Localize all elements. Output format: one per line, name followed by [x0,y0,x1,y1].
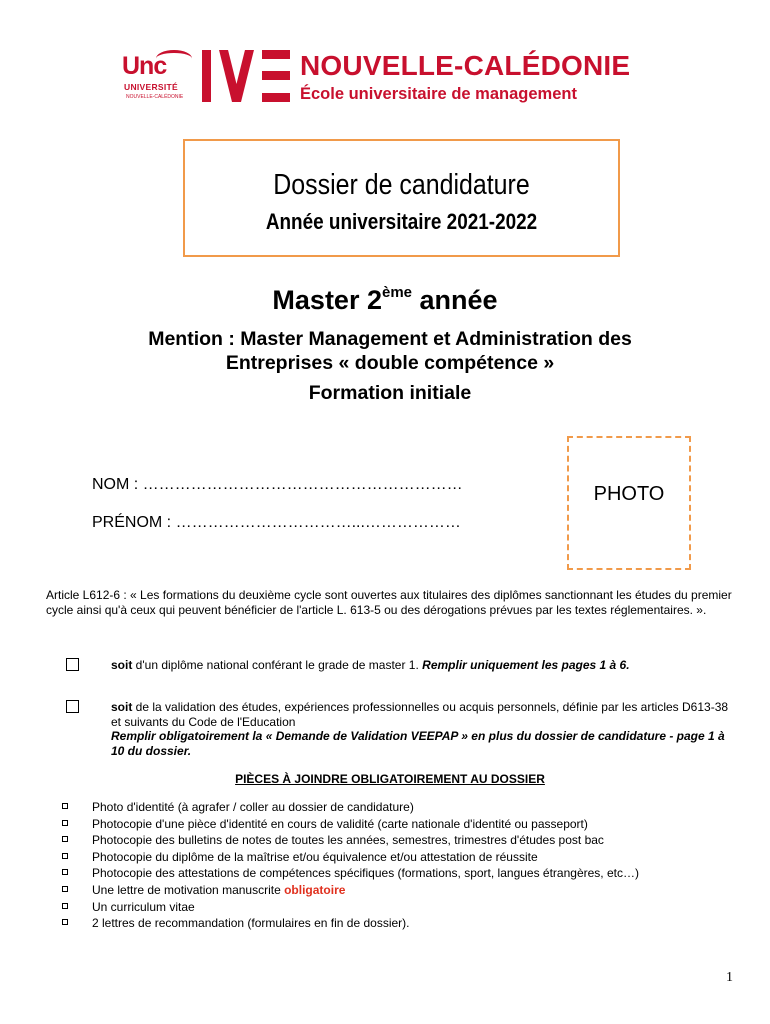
academic-year: Année universitaire 2021-2022 [265,209,538,234]
unc-universite: UNIVERSITÉ [124,82,179,92]
list-item: Photocopie des attestations de compétences spécifiques (formations, sport, langues étrangères, etc…) [62,866,639,883]
logo-subtitle: École universitaire de management [300,85,577,103]
checkbox-bullet-icon [62,836,68,842]
unc-logo [122,50,194,106]
option2-checkbox[interactable] [66,700,79,713]
iae-logo-icon [202,50,290,102]
obligatoire-highlight: obligatoire [284,882,346,897]
option1-checkbox[interactable] [66,658,79,671]
list-item: Photocopie du diplôme de la maîtrise et/ou équivalence et/ou attestation de réussite [62,850,639,867]
nom-field[interactable]: NOM : …………………………………………………… [92,476,463,493]
list-item: Un curriculum vitae [62,900,639,917]
photo-box [567,436,691,570]
pieces-title: PIÈCES À JOINDRE OBLIGATOIREMENT AU DOSSIER [235,772,545,786]
checkbox-bullet-icon [62,853,68,859]
photo-label: PHOTO [593,483,665,505]
list-item: Une lettre de motivation manuscrite obligatoire [62,883,639,900]
list-item: 2 lettres de recommandation (formulaires en fin de dossier). [62,916,639,933]
article-text: Article L612-6 : « Les formations du deuxième cycle sont ouvertes aux titulaires des diplômes sanctionnant les études du premier cycle ainsi qu'à ceux qui peuvent bénéficier de l'article L. 613-5 ou des dérogations prévues par les textes réglementaires. ». [46,588,732,617]
checkbox-bullet-icon [62,820,68,826]
checkbox-bullet-icon [62,903,68,909]
checkbox-bullet-icon [62,886,68,892]
checkbox-bullet-icon [62,919,68,925]
pieces-list [62,800,639,933]
list-item: Photocopie d'une pièce d'identité en cours de validité (carte nationale d'identité ou passeport) [62,817,639,834]
master-heading: Master 2ème année [272,284,498,315]
option1-text: soit d'un diplôme national conférant le grade de master 1. Remplir uniquement les pages 1 à 6. [111,658,630,672]
page-number: 1 [726,970,733,985]
list-item: Photo d'identité (à agrafer / coller au dossier de candidature) [62,800,639,817]
option2-text: soit de la validation des études, expériences professionnelles ou acquis personnels, définie par les articles D613-38 et suivants du Code de l'Education Remplir obligatoirement la « Demande de Validation VEEPAP » en plus du dossier de candidature - page 1 à 10 du dossier. [111,700,729,758]
list-item: Photocopie des bulletins de notes de toutes les années, semestres, trimestres d'études post bac [62,833,639,850]
mention-heading: Mention : Master Management et Administration des Entreprises « double compétence » [148,328,632,374]
title-box [183,139,620,257]
formation-heading: Formation initiale [308,382,472,404]
checkbox-bullet-icon [62,803,68,809]
unc-wordmark: Unc [122,52,167,80]
checkbox-bullet-icon [62,869,68,875]
prenom-field[interactable]: PRÉNOM : ……………………………...……………… [92,514,461,531]
unc-arc-icon [156,50,192,67]
document-title: Dossier de candidature [273,169,530,201]
logo-title: NOUVELLE-CALÉDONIE [300,50,631,81]
unc-subtitle: NOUVELLE-CALÉDONIE [126,94,184,100]
header-logo [122,50,662,106]
